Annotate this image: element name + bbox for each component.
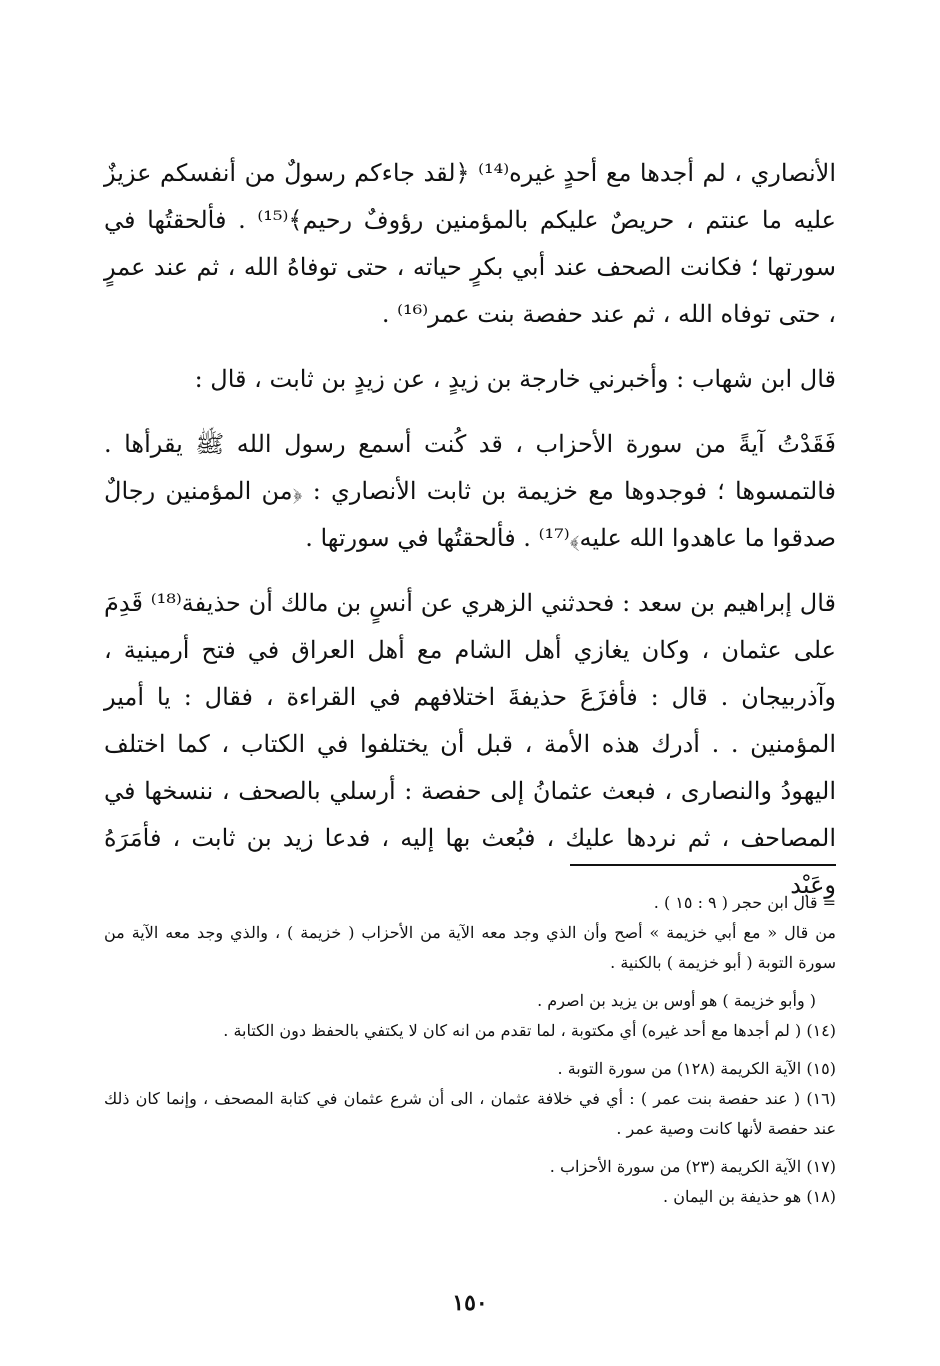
footnote-14: (١٤) ( لم أجدها مع أحد غيره) أي مكتوبة ، لما تقدم من انه كان لا يكتفي بالحفظ دون الكتابة . [223,1021,836,1040]
footnotes [104,888,836,1212]
footnote-abu-khuzaima: ( وأبو خزيمة ) هو أوس بن يزيد بن اصرم . [537,991,816,1010]
paragraph-1: الأنصاري ، لم أجدها مع أحدٍ غيره⁽¹⁴⁾ ﴿لقد جاءكم رسولٌ من أنفسكم عزيزٌ عليه ما عنتم ، حريصٌ عليكم بالمؤمنين رؤوفٌ رحيم﴾⁽¹⁵⁾ . فألحقتُها في سورتها ؛ فكانت الصحف عند أبي بكرٍ حياته ، حتى توفاهُ الله ، ثم عند عمرٍ ، حتى توفاه الله ، ثم عند حفصة بنت عمر⁽¹⁶⁾ . [104,159,836,328]
paragraph-3: فَقَدْتُ آيةً من سورة الأحزاب ، قد كُنت أسمع رسول الله ﷺ يقرأها . فالتمسوها ؛ فوجدوها مع خزيمة بن ثابت الأنصاري : ﴿من المؤمنين رجالٌ صدقوا ما عاهدوا الله عليه﴾⁽¹⁷⁾ . فألحقتُها في سورتها . [104,430,836,552]
footnote-17: (١٧) الآية الكريمة (٢٣) من سورة الأحزاب . [549,1157,836,1176]
page-number: ١٥٠ [452,1290,488,1316]
paragraph-2: قال ابن شهاب : وأخبرني خارجة بن زيدٍ ، عن زيدٍ بن ثابت ، قال : [194,365,836,393]
footnote-15: (١٥) الآية الكريمة (١٢٨) من سورة التوبة . [557,1059,836,1078]
footnote-16: (١٦) ( عند حفصة بنت عمر ) : أي في خلافة عثمان ، الى أن شرع عثمان في كتابة المصحف ، وإنما كان ذلك عند حفصة لأنها كانت وصية عمر . [104,1089,836,1138]
footnote-18: (١٨) هو حذيفة بن اليمان . [663,1187,836,1206]
footnote-continuation-text: من قال « مع أبي خزيمة » أصح وأن الذي وجد معه الآية من الأحزاب ( خزيمة ) ، والذي وجد معه الآية من سورة التوبة ( أبو خزيمة ) بالكنية . [104,923,836,972]
paragraph-4: قال إبراهيم بن سعد : فحدثني الزهري عن أنسٍ بن مالك أن حذيفة⁽¹⁸⁾ قَدِمَ على عثمان ، وكان يغازي أهل الشام مع أهل العراق في فتح أرمينية ، وآذربيجان . قال : فأفزَعَ حذيفةَ اختلافهم في القراءة ، فقال : يا أمير المؤمنين . . أدرك هذه الأمة ، قبل أن يختلفوا في الكتاب ، كما اختلف اليهودُ والنصارى ، فبعث عثمانُ إلى حفصة : أرسلي بالصحف ، ننسخها في المصاحف ، ثم نردها عليك ، فبُعث بها إليه ، فدعا زيد بن ثابت ، فأمَرَهُ وعَبْد [104,589,836,899]
footnote-continuation: = قال ابن حجر ( ٩ : ١٥ ) . [653,893,836,912]
footnote-separator [570,864,836,866]
main-text [104,150,836,909]
